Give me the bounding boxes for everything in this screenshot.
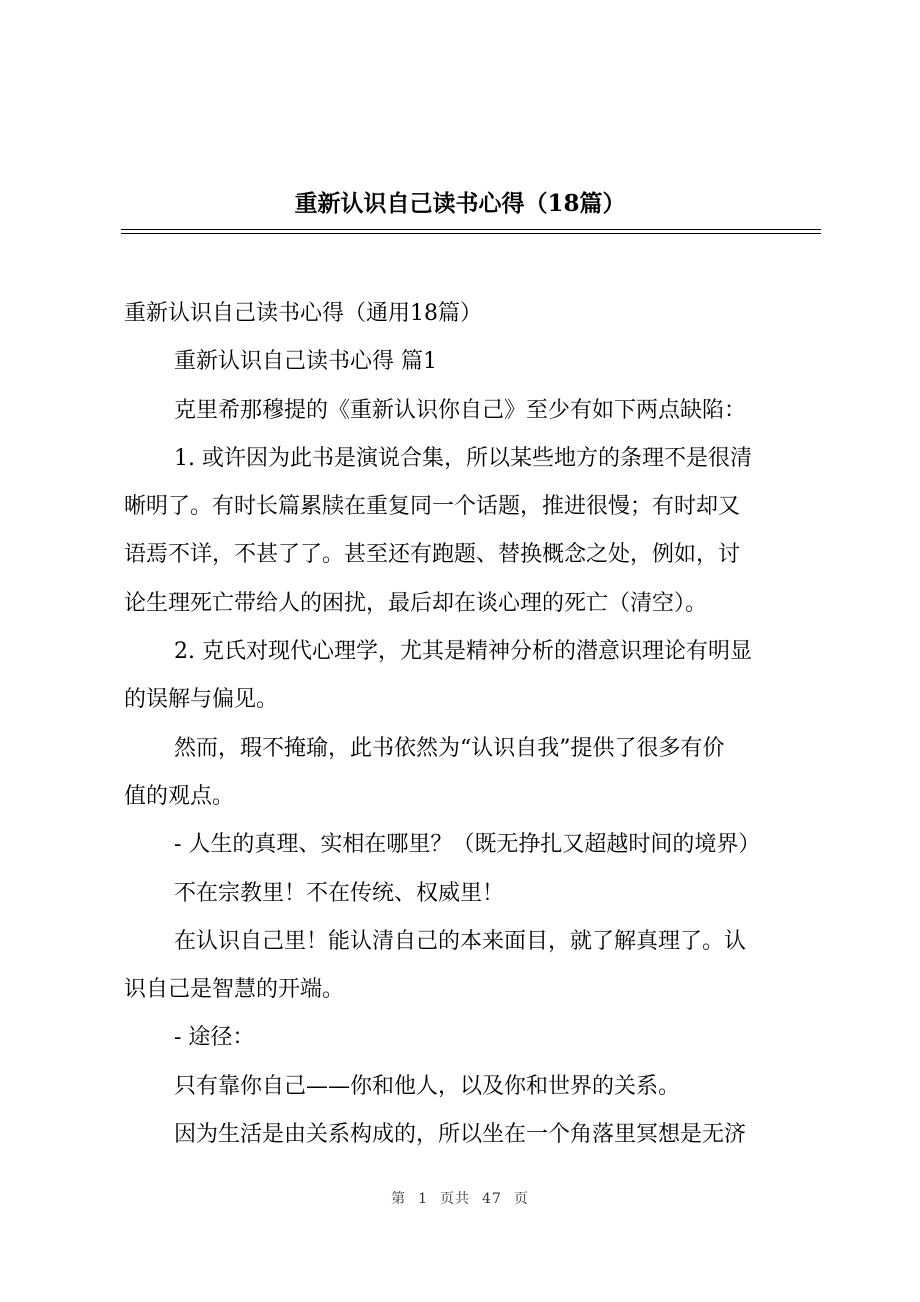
text-line: 因为生活是由关系构成的，所以坐在一个角落里冥想是无济 xyxy=(174,1122,747,1148)
text-line: 1. 或许因为此书是演说合集，所以某些地方的条理不是很清 xyxy=(174,445,752,471)
text-line: - 人生的真理、实相在哪里？（既无挣扎又超越时间的境界） xyxy=(174,832,761,858)
text-line: 在认识自己里！能认清自己的本来面目，就了解真理了。认 xyxy=(174,928,747,954)
text-line: 值的观点。 xyxy=(124,783,235,809)
document-title: 重新认识自己读书心得（18篇） xyxy=(294,190,626,217)
text-line: 识自己是智慧的开端。 xyxy=(124,977,345,1003)
text-line: 然而，瑕不掩瑜，此书依然为“认识自我”提供了很多有价 xyxy=(174,735,725,761)
text-line: 克里希那穆提的《重新认识你自己》至少有如下两点缺陷： xyxy=(174,397,747,423)
text-line: 2. 克氏对现代心理学，尤其是精神分析的潜意识理论有明显 xyxy=(174,639,752,665)
text-line: 只有靠你自己——你和他人，以及你和世界的关系。 xyxy=(174,1073,681,1099)
text-line: 重新认识自己读书心得 篇1 xyxy=(174,349,437,375)
text-line: 重新认识自己读书心得（通用18篇） xyxy=(124,301,482,326)
footer-page-number: 1 xyxy=(418,1191,429,1207)
footer-middle: 页共 xyxy=(440,1191,471,1207)
text-line: 语焉不详，不甚了了。甚至还有跑题、替换概念之处，例如，讨 xyxy=(124,542,741,568)
footer-suffix: 页 xyxy=(513,1191,529,1207)
title-double-rule-bottom xyxy=(121,233,821,234)
footer-prefix: 第 xyxy=(391,1191,407,1207)
document-body xyxy=(124,290,824,1159)
page-footer xyxy=(0,1188,920,1208)
title-double-rule-top xyxy=(121,229,821,230)
text-line: 的误解与偏见。 xyxy=(124,687,279,713)
text-line: - 途径： xyxy=(174,1025,255,1051)
text-line: 晰明了。有时长篇累牍在重复同一个话题，推进很慢；有时却又 xyxy=(124,494,741,520)
text-line: 不在宗教里！不在传统、权威里！ xyxy=(174,880,505,906)
text-line: 论生理死亡带给人的困扰，最后却在谈心理的死亡（清空）。 xyxy=(124,590,708,616)
footer-total-pages: 47 xyxy=(482,1191,502,1207)
